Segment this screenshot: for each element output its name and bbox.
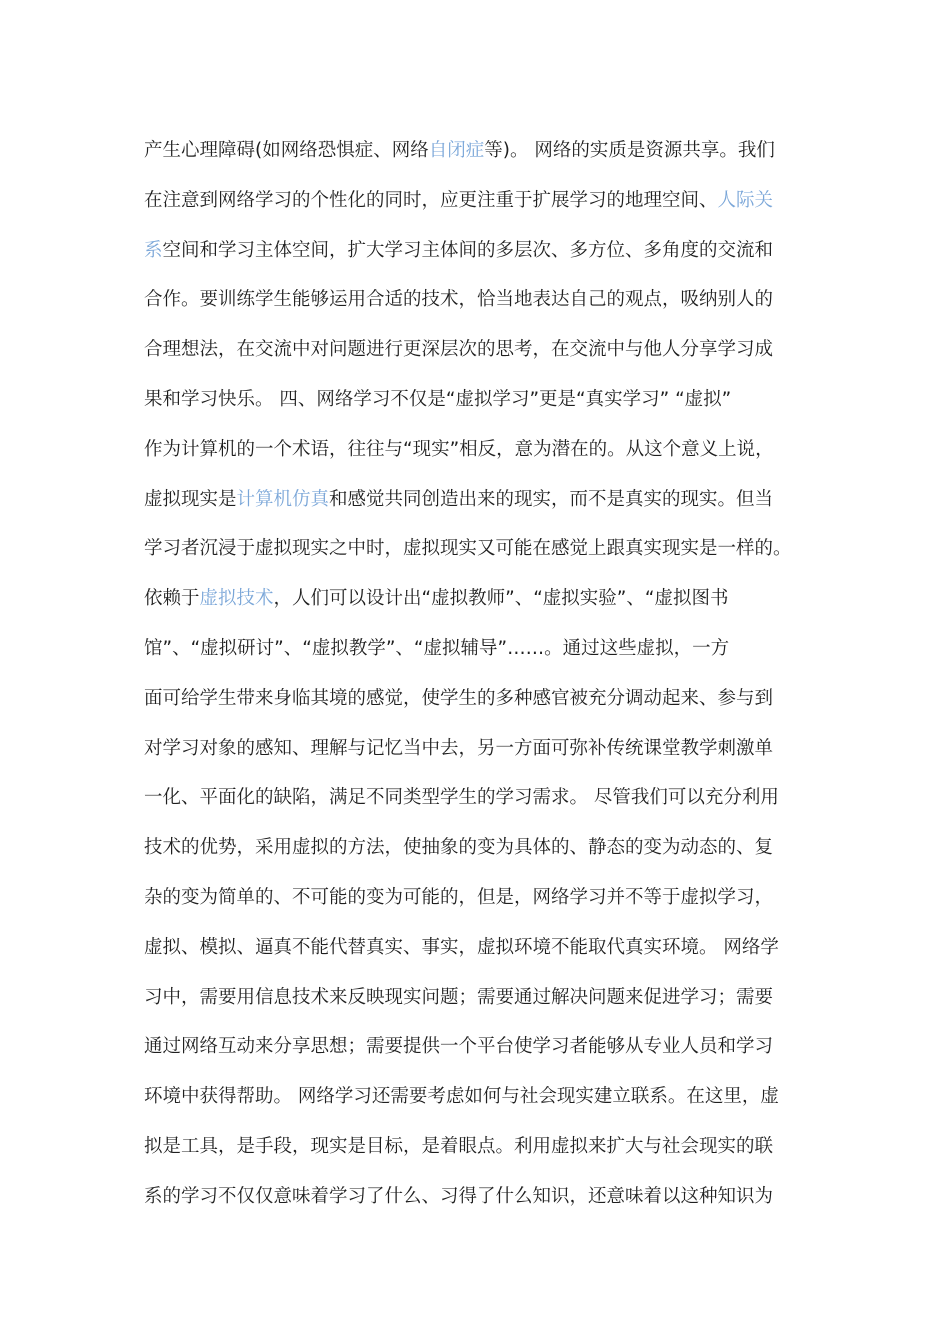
text-segment: 杂的变为简单的、不可能的变为可能的，但是，网络学习并不等于虚拟学习， <box>144 886 774 908</box>
text-line <box>144 126 824 176</box>
text-line <box>144 873 824 923</box>
text-segment: 面可给学生带来身临其境的感觉，使学生的多种感官被充分调动起来、参与到 <box>144 687 774 709</box>
text-line <box>144 1172 824 1222</box>
text-segment: 虚拟现实是 <box>144 488 237 510</box>
text-segment: 合作。要训练学生能够运用合适的技术，恰当地表达自己的观点，吸纳别人的 <box>144 289 774 311</box>
text-segment: 通过网络互动来分享思想；需要提供一个平台使学习者能够从专业人员和学习 <box>144 1036 774 1058</box>
text-line <box>144 1022 824 1072</box>
text-line <box>144 475 824 525</box>
hyperlink[interactable]: 自闭症 <box>428 140 485 161</box>
text-line <box>144 674 824 724</box>
text-segment: 在注意到网络学习的个性化的同时，应更注重于扩展学习的地理空间、 <box>144 189 718 211</box>
text-segment: 虚拟、模拟、逼真不能代替真实、事实，虚拟环境不能取代真实环境。 网络学 <box>144 936 779 958</box>
text-line <box>144 773 824 823</box>
text-segment: 习中，需要用信息技术来反映现实问题；需要通过解决问题来促进学习；需要 <box>144 986 774 1008</box>
text-segment: 对学习对象的感知、理解与记忆当中去，另一方面可弥补传统课堂教学刺激单 <box>144 737 774 759</box>
text-segment: 一化、平面化的缺陷，满足不同类型学生的学习需求。 尽管我们可以充分利用 <box>144 787 779 809</box>
text-segment: 拟是工具，是手段，现实是目标，是着眼点。利用虚拟来扩大与社会现实的联 <box>144 1135 774 1157</box>
text-line <box>144 275 824 325</box>
text-segment: 空间和学习主体空间，扩大学习主体间的多层次、多方位、多角度的交流和 <box>162 239 774 261</box>
hyperlink[interactable]: 计算机仿真 <box>236 488 330 510</box>
text-line <box>144 973 824 1023</box>
text-line <box>144 375 824 425</box>
document-body <box>144 126 824 1222</box>
text-line <box>144 226 824 276</box>
text-segment: 馆”、“虚拟研讨”、“虚拟教学”、“虚拟辅导”……。通过这些虚拟，一方 <box>144 637 730 659</box>
text-segment: 环境中获得帮助。 网络学习还需要考虑如何与社会现实建立联系。在这里，虚 <box>144 1086 779 1108</box>
text-segment: 合理想法，在交流中对问题进行更深层次的思考，在交流中与他人分享学习成 <box>144 339 774 361</box>
text-segment: 学习者沉浸于虚拟现实之中时，虚拟现实又可能在感觉上跟真实现实是一样的。 <box>144 538 792 560</box>
text-line <box>144 1122 824 1172</box>
text-segment: ，人们可以设计出“虚拟教师”、“虚拟实验”、“虚拟图书 <box>273 588 729 610</box>
text-segment: 产生心理障碍(如网络恐惧症、网络 <box>144 140 429 161</box>
text-segment: 作为计算机的一个术语，往往与“现实”相反，意为潜在的。从这个意义上说， <box>144 438 774 460</box>
hyperlink[interactable]: 人际关 <box>717 189 774 211</box>
text-line <box>144 823 824 873</box>
text-segment: 技术的优势，采用虚拟的方法，使抽象的变为具体的、静态的变为动态的、复 <box>144 837 774 859</box>
text-line <box>144 923 824 973</box>
text-line <box>144 624 824 674</box>
hyperlink[interactable]: 系 <box>144 239 163 261</box>
text-line <box>144 425 824 475</box>
text-segment: 等)。 网络的实质是资源共享。我们 <box>484 140 775 161</box>
text-line <box>144 176 824 226</box>
hyperlink[interactable]: 虚拟技术 <box>199 588 274 610</box>
text-line <box>144 574 824 624</box>
text-line <box>144 724 824 774</box>
text-segment: 和感觉共同创造出来的现实，而不是真实的现实。但当 <box>329 488 774 510</box>
text-line <box>144 325 824 375</box>
text-line <box>144 524 824 574</box>
text-line <box>144 1072 824 1122</box>
text-segment: 系的学习不仅仅意味着学习了什么、习得了什么知识，还意味着以这种知识为 <box>144 1185 774 1207</box>
text-segment: 果和学习快乐。 四、网络学习不仅是“虚拟学习”更是“真实学习” “虚拟” <box>144 388 732 410</box>
text-segment: 依赖于 <box>144 588 200 610</box>
